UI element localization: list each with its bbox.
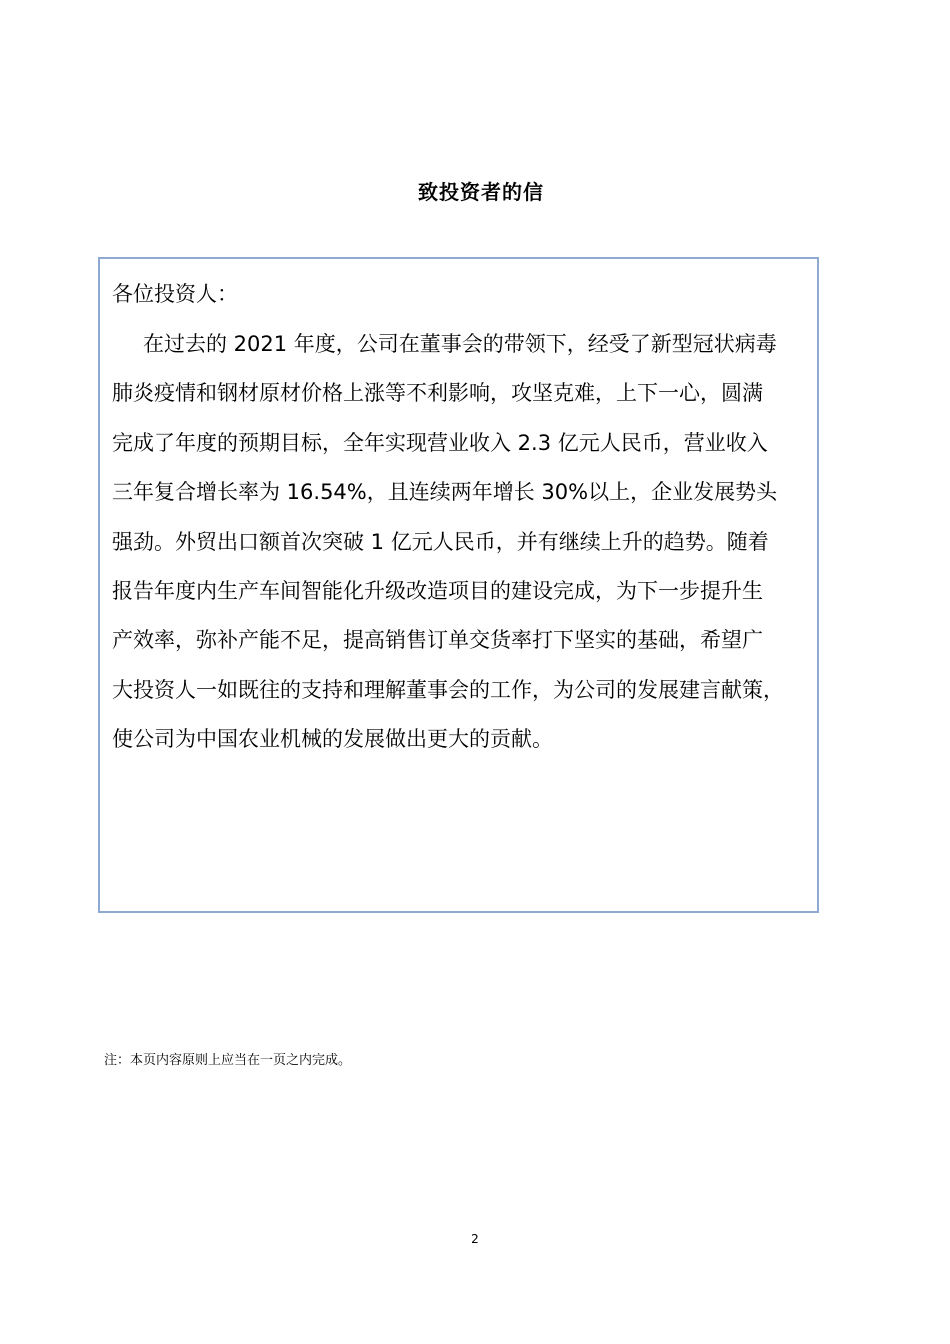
body-line-3: 完成了年度的预期目标，全年实现营业收入 2.3 亿元人民币，营业收入 [112, 431, 768, 455]
body-line-7: 产效率，弥补产能不足，提高销售订单交货率打下坚实的基础，希望广 [112, 628, 763, 652]
body-line-9: 使公司为中国农业机械的发展做出更大的贡献。 [112, 727, 553, 751]
body-line-1: 在过去的 2021 年度，公司在董事会的带领下，经受了新型冠状病毒 [122, 332, 777, 356]
letter-box [98, 257, 819, 913]
body-line-2: 肺炎疫情和钢材原材价格上涨等不利影响，攻坚克难，上下一心，圆满 [112, 381, 763, 405]
salutation: 各位投资人： [112, 282, 238, 306]
body-line-6: 报告年度内生产车间智能化升级改造项目的建设完成，为下一步提升生 [112, 579, 763, 603]
body-line-4: 三年复合增长率为 16.54%，且连续两年增长 30%以上，企业发展势头 [112, 480, 778, 504]
body-line-5: 强劲。外贸出口额首次突破 1 亿元人民币，并有继续上升的趋势。随着 [112, 530, 769, 554]
footnote: 注：本页内容原则上应当在一页之内完成。 [104, 1053, 352, 1068]
page-number: 2 [471, 1232, 479, 1246]
letter-title: 致投资者的信 [418, 180, 544, 204]
body-line-8: 大投资人一如既往的支持和理解董事会的工作，为公司的发展建言献策， [112, 678, 784, 702]
